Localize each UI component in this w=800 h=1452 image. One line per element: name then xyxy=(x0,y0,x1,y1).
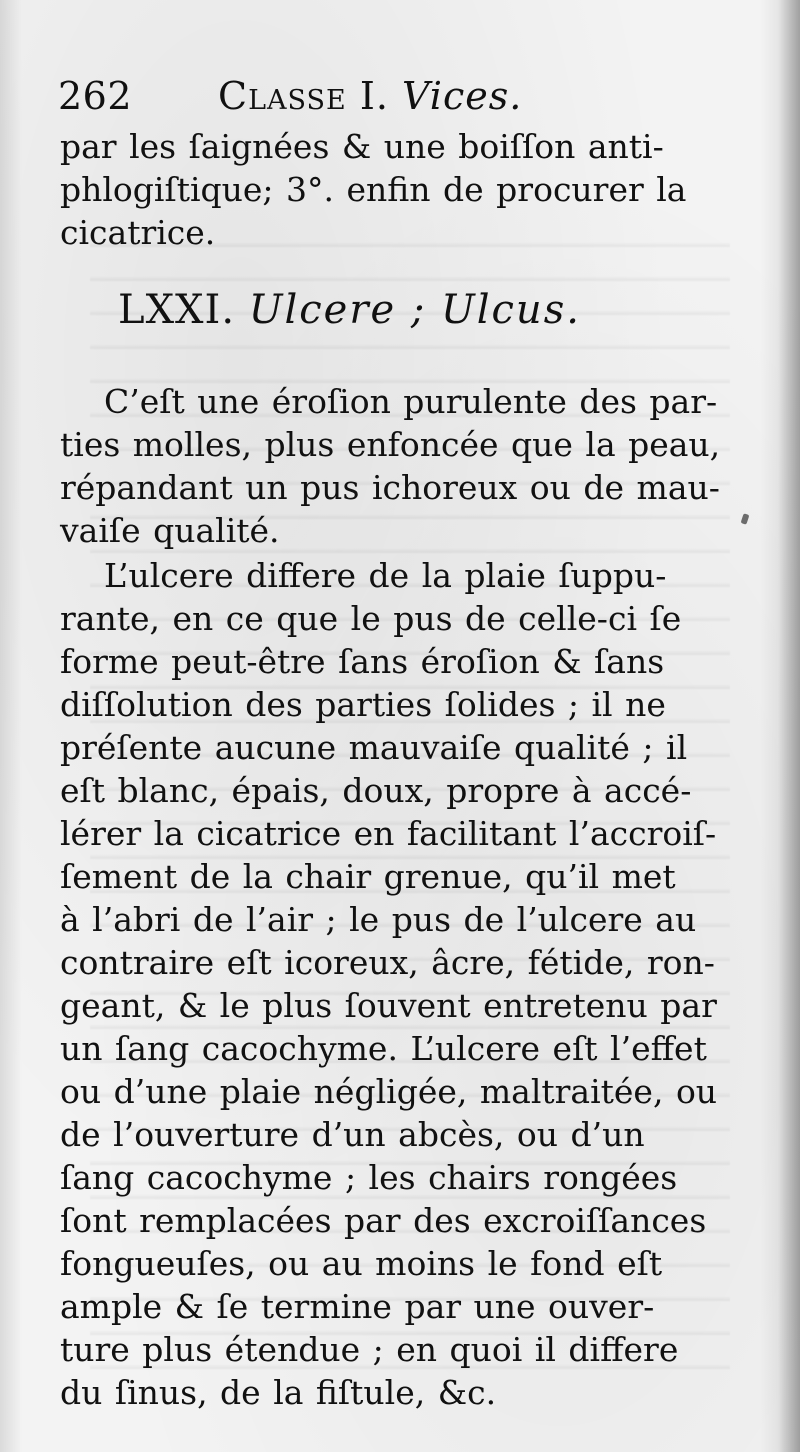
text-line: répandant un pus ichoreux ou de mau- xyxy=(60,468,720,507)
text-line: eſt blanc, épais, doux, propre à accé- xyxy=(60,771,692,810)
text-line: ſont remplacées par des excroiſſances xyxy=(60,1201,707,1240)
text-line: un ſang cacochyme. L’ulcere eſt l’effet xyxy=(60,1029,707,1068)
text-line: à l’abri de l’air ; le pus de l’ulcere au xyxy=(60,900,697,939)
text-line: vaiſe qualité. xyxy=(60,511,280,550)
text-line: phlogiſtique; 3°. enfin de procurer la xyxy=(60,170,687,209)
text-line: cicatrice. xyxy=(60,213,216,252)
text-line: lérer la cicatrice en facilitant l’accroiſ- xyxy=(60,814,717,853)
section-number: LXXI. xyxy=(118,287,236,333)
text-line: préſente aucune mauvaiſe qualité ; il xyxy=(60,728,688,767)
paragraph-definition xyxy=(60,380,721,552)
text-line: ou d’une plaie négligée, maltraitée, ou xyxy=(60,1072,718,1111)
text-line: de l’ouverture d’un abcès, ou d’un xyxy=(60,1115,645,1154)
text-line: ties molles, plus enfoncée que la peau, xyxy=(60,425,721,464)
text-line: fongueuſes, ou au moins le fond eſt xyxy=(60,1244,663,1283)
text-line: par les ſaignées & une boiſſon anti- xyxy=(60,127,664,166)
running-head-topic: Vices. xyxy=(402,74,523,118)
page-edge-shadow xyxy=(778,0,800,1452)
text-line: ſement de la chair grenue, qu’il met xyxy=(60,857,676,896)
text-line: C’eſt une éroſion purulente des par- xyxy=(104,382,718,421)
text-line: du ſinus, de la fiſtule, &c. xyxy=(60,1373,497,1412)
text-line: L’ulcere differe de la plaie ſuppu- xyxy=(104,556,667,595)
running-head xyxy=(218,74,522,118)
section-title: Ulcere ; Ulcus. xyxy=(248,287,581,333)
text-line: ample & ſe termine par une ouver- xyxy=(60,1287,655,1326)
text-line: ture plus étendue ; en quoi il differe xyxy=(60,1330,679,1369)
running-head-section: Classe I. xyxy=(218,74,389,118)
text-line: rante, en ce que le pus de celle-ci ſe xyxy=(60,599,682,638)
page-header xyxy=(58,58,738,118)
paragraph-difference xyxy=(60,554,718,1414)
text-line: ſang cacochyme ; les chairs rongées xyxy=(60,1158,678,1197)
text-line: geant, & le plus ſouvent entretenu par xyxy=(60,986,717,1025)
page-number: 262 xyxy=(58,74,133,118)
continued-text xyxy=(60,125,710,254)
section-heading xyxy=(118,282,718,338)
text-line: forme peut-être ſans éroſion & ſans xyxy=(60,642,665,681)
text-line: diſſolution des parties ſolides ; il ne xyxy=(60,685,666,724)
text-line: contraire eſt icoreux, âcre, fétide, ron- xyxy=(60,943,715,982)
ink-speck xyxy=(741,513,750,524)
